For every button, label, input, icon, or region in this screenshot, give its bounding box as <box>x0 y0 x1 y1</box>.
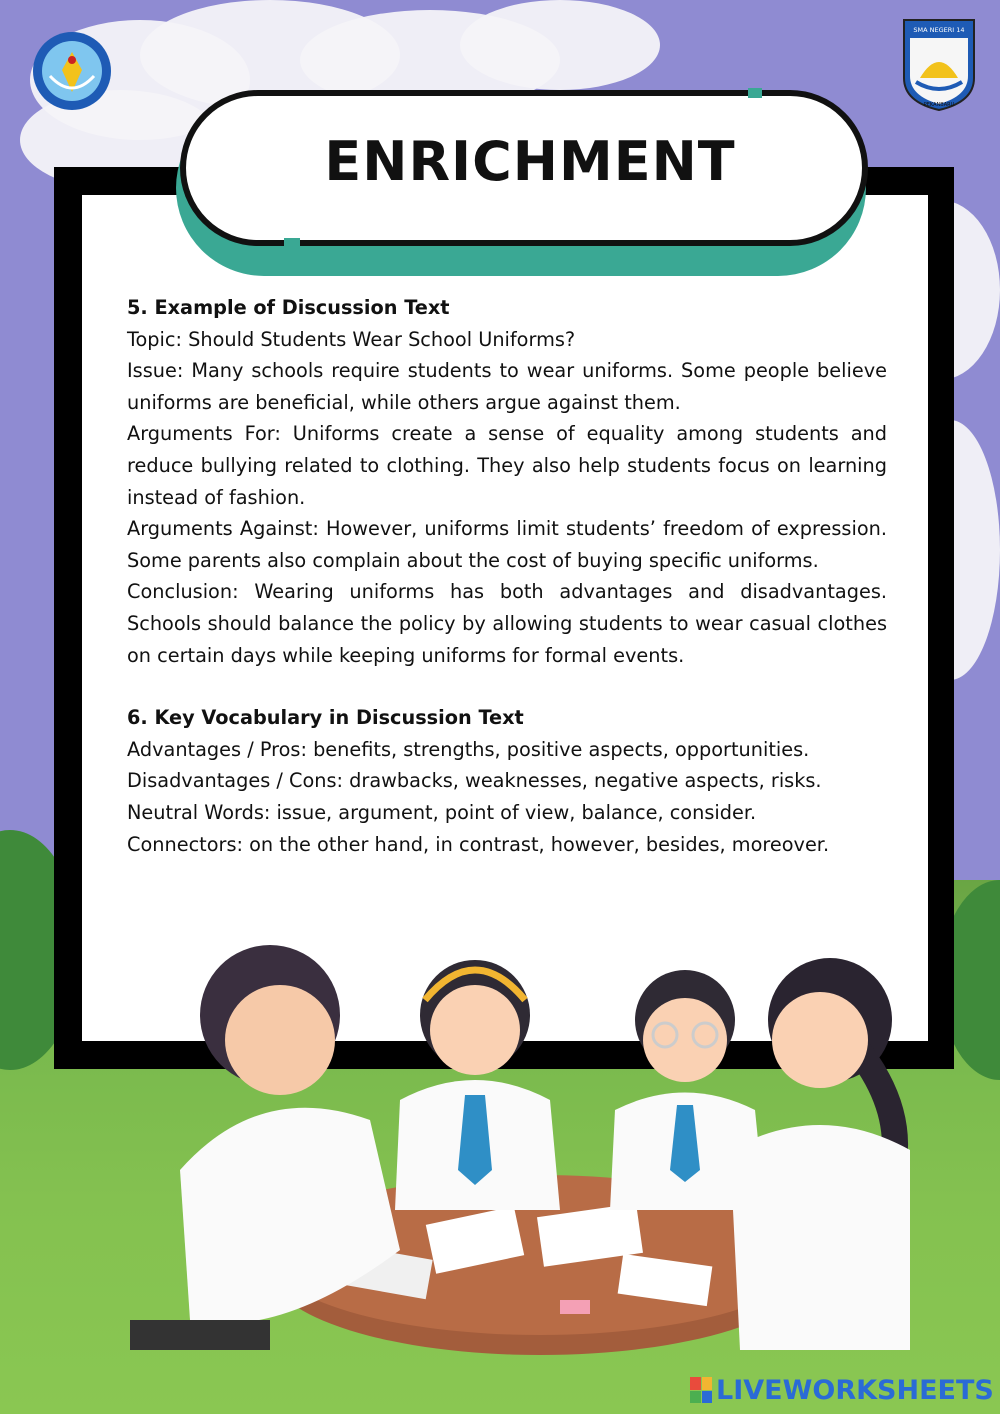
discussion-issue: Issue: Many schools require students to wear uniforms. Some people believe uniforms are beneficial, while others argue against them. <box>127 359 887 414</box>
vocab-item-cons: Disadvantages / Cons: drawbacks, weaknesses, negative aspects, risks. <box>127 769 822 793</box>
discussion-topic: Topic: Should Students Wear School Uniforms? <box>127 327 576 351</box>
vocab-item-pros: Advantages / Pros: benefits, strengths, positive aspects, opportunities. <box>127 737 810 761</box>
discussion-conclusion: Conclusion: Wearing uniforms has both advantages and disadvantages. Schools should balance the policy by allowing students to wear casual clothes on certain days while keeping uniforms for formal events. <box>127 580 887 667</box>
arguments-against: Arguments Against: However, uniforms limit students’ freedom of expression. Some parents also complain about the cost of buying specific uniforms. <box>127 517 887 572</box>
main-content <box>127 292 887 860</box>
arguments-for: Arguments For: Uniforms create a sense of equality among students and reduce bullying related to clothing. They also help students focus on learning instead of fashion. <box>127 422 887 509</box>
title-banner-gap <box>284 238 300 248</box>
page-title: ENRICHMENT <box>324 130 736 193</box>
vocab-item-connectors: Connectors: on the other hand, in contrast, however, besides, moreover. <box>127 832 830 856</box>
section-6-heading: 6. Key Vocabulary in Discussion Text <box>127 706 524 730</box>
liveworksheets-footer[interactable] <box>690 1374 994 1406</box>
section-5-heading: 5. Example of Discussion Text <box>127 296 450 319</box>
liveworksheets-logo-icon <box>690 1377 712 1403</box>
liveworksheets-brand-text: LIVEWORKSHEETS <box>716 1374 994 1406</box>
tut-wuri-handayani-logo-icon <box>26 30 118 112</box>
students-discussion-illustration <box>120 920 910 1360</box>
school-city-label: PEKANBARU <box>923 102 955 108</box>
school-name-label: SMA NEGERI 14 <box>913 26 965 34</box>
school-crest-icon <box>900 16 978 112</box>
title-banner-gap-top <box>748 88 762 98</box>
vocab-item-neutral: Neutral Words: issue, argument, point of view, balance, consider. <box>127 800 757 824</box>
